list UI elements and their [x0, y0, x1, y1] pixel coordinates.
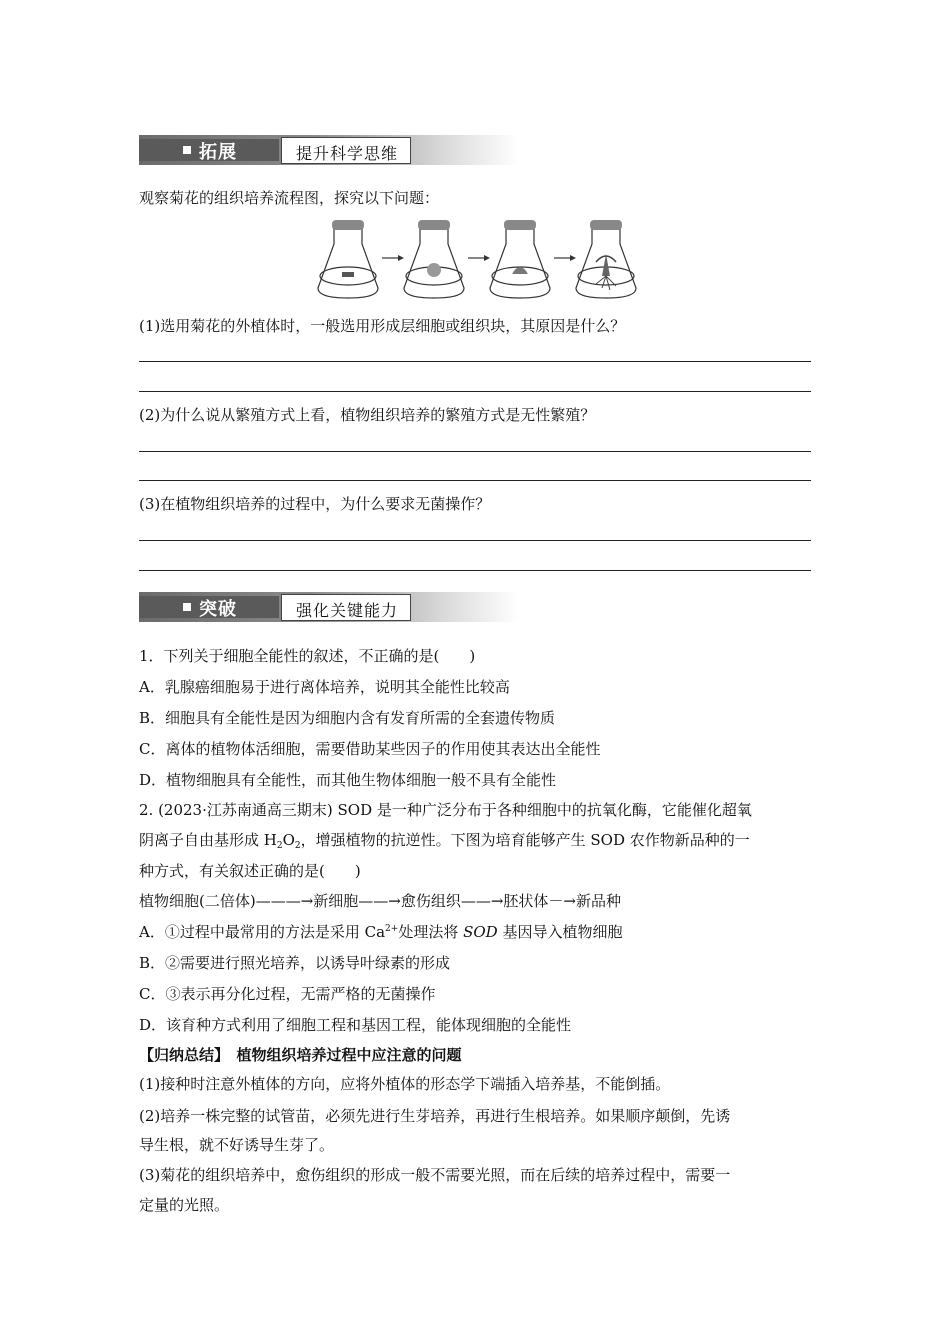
problem-1-option-a: A．乳腺癌细胞易于进行离体培养，说明其全能性比较高 — [139, 678, 510, 696]
banner-square-icon — [183, 146, 191, 154]
summary-point-3-line2: 定量的光照。 — [139, 1196, 230, 1214]
question-2: (2)为什么说从繁殖方式上看，植物组织培养的繁殖方式是无性繁殖？ — [139, 406, 596, 424]
answer-line — [139, 451, 811, 452]
summary-point-2-line2: 导生根，就不好诱导生芽了。 — [139, 1136, 335, 1154]
summary-point-3-line1: (3)菊花的组织培养中，愈伤组织的形成一般不需要光照，而在后续的培养过程中，需要一 — [139, 1166, 731, 1184]
answer-line — [139, 540, 811, 541]
banner-square-icon — [183, 603, 191, 611]
problem-2-option-d: D．该育种方式利用了细胞工程和基因工程，能体现细胞的全能性 — [139, 1016, 572, 1034]
problem-1-option-c: C．离体的植物体活细胞，需要借助某些因子的作用使其表达出全能性 — [139, 740, 601, 758]
banner-subtitle-box — [281, 594, 411, 621]
summary-point-2-line1: (2)培养一株完整的试管苗，必须先进行生芽培养，再进行生根培养。如果顺序颠倒，先诱 — [139, 1107, 731, 1125]
intro-text: 观察菊花的组织培养流程图，探究以下问题： — [139, 189, 440, 207]
problem-2-stem-line3: 种方式，有关叙述正确的是( ) — [139, 862, 361, 880]
problem-2-option-a: A．①过程中最常用的方法是采用 $Ca^{2+}$处理法将 SOD 基因导入植物细胞 — [139, 923, 623, 941]
section-banner-breakthrough — [139, 592, 519, 622]
section-banner-extension — [139, 135, 519, 165]
summary-heading: 【归纳总结】 植物组织培养过程中应注意的问题 — [139, 1046, 462, 1064]
problem-1-option-b: B．细胞具有全能性是因为细胞内含有发育所需的全套遗传物质 — [139, 709, 556, 727]
problem-2-stem-line1: 2. (2023·江苏南通高三期末) SOD 是一种广泛分布于各种细胞中的抗氧化酶，它能催化超氧 — [139, 801, 752, 819]
answer-line — [139, 361, 811, 362]
answer-line — [139, 480, 811, 481]
banner-subtitle: 提升科学思维 — [296, 144, 399, 163]
problem-2-flow: 植物细胞(二倍体)———→新细胞——→愈伤组织——→胚状体－→新品种 — [139, 892, 621, 910]
question-1: (1)选用菊花的外植体时，一般选用形成层细胞或组织块，其原因是什么？ — [139, 317, 626, 335]
problem-2-option-c: C．③表示再分化过程，无需严格的无菌操作 — [139, 985, 436, 1003]
problem-2-stem-line2: 阴离子自由基形成 $H_2O_2$，增强植物的抗逆性。下图为培育能够产生 SOD 农作物新品种的一 — [139, 831, 750, 851]
summary-point-1: (1)接种时注意外植体的方向，应将外植体的形态学下端插入培养基，不能倒插。 — [139, 1075, 671, 1093]
answer-line — [139, 391, 811, 392]
banner-tag: 拓展 — [199, 142, 237, 163]
question-3: (3)在植物组织培养的过程中，为什么要求无菌操作？ — [139, 495, 491, 513]
banner-tag: 突破 — [199, 599, 237, 620]
problem-1-option-d: D．植物细胞具有全能性，而其他生物体细胞一般不具有全能性 — [139, 771, 557, 789]
banner-subtitle: 强化关键能力 — [296, 601, 399, 620]
problem-1-stem: 1．下列关于细胞全能性的叙述，不正确的是( ) — [139, 647, 476, 665]
answer-line — [139, 570, 811, 571]
banner-subtitle-box — [281, 137, 411, 164]
problem-2-option-b: B．②需要进行照光培养，以诱导叶绿素的形成 — [139, 954, 451, 972]
chrysanthemum-culture-flow-diagram — [310, 214, 640, 304]
